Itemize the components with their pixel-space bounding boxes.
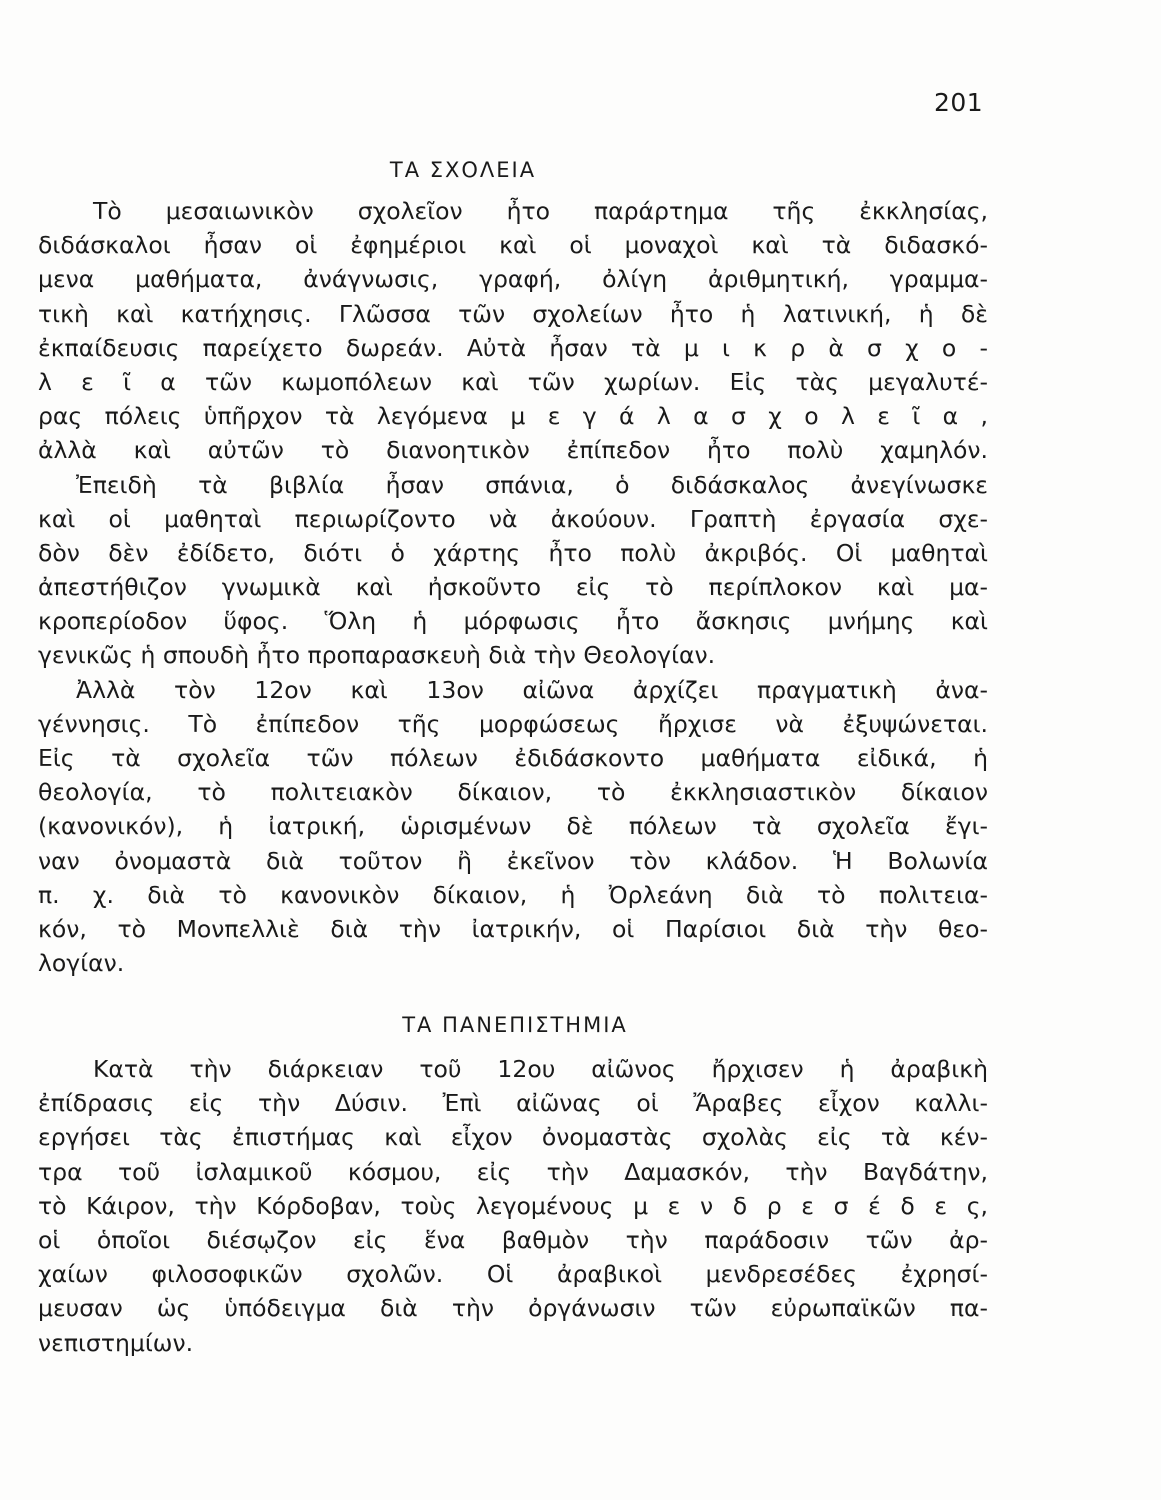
text-line: θεολογία, τὸ πολιτειακὸν δίκαιον, τὸ ἐκκλησιαστικὸν δίκαιον xyxy=(38,778,988,807)
text-line: γέννησις. Τὸ ἐπίπεδον τῆς μορφώσεως ἤρχισε νὰ ἐξυψώνεται. xyxy=(38,709,988,738)
section-body-schools xyxy=(38,194,988,980)
text-line: κόν, τὸ Μονπελλιὲ διὰ τὴν ἰατρικήν, οἱ Παρίσιοι διὰ τὴν θεο- xyxy=(38,914,988,943)
text-line: γενικῶς ἡ σπουδὴ ἦτο προπαρασκευὴ διὰ τὴν Θεολογίαν. xyxy=(38,641,716,670)
section-body-universities xyxy=(38,1052,988,1360)
text-line: ἀλλὰ καὶ αὐτῶν τὸ διανοητικὸν ἐπίπεδον ἦτο πολὺ χαμηλόν. xyxy=(38,436,988,465)
text-line: χαίων φιλοσοφικῶν σχολῶν. Οἱ ἀραβικοὶ μενδρεσέδες ἐχρησί- xyxy=(38,1260,988,1289)
text-line: ἐκπαίδευσις παρείχετο δωρεάν. Αὐτὰ ἦσαν τὰ μ ι κ ρ ὰ σ χ ο - xyxy=(38,333,988,362)
page-number: 201 xyxy=(934,88,984,117)
text-line: τὸ Κάιρον, τὴν Κόρδοβαν, τοὺς λεγομένους μ ε ν δ ρ ε σ έ δ ε ς, xyxy=(38,1191,988,1220)
section-title-schools: ΤΑ ΣΧΟΛΕΙΑ xyxy=(389,158,537,182)
text-line: καὶ οἱ μαθηταὶ περιωρίζοντο νὰ ἀκούουν. Γραπτὴ ἐργασία σχε- xyxy=(38,504,988,533)
text-line: (κανονικόν), ἡ ἰατρική, ὡρισμένων δὲ πόλεων τὰ σχολεῖα ἔγι- xyxy=(38,812,988,841)
text-line: Τὸ μεσαιωνικὸν σχολεῖον ἦτο παράρτημα τῆς ἐκκλησίας, xyxy=(93,197,988,225)
text-line: δὸν δὲν ἐδίδετο, διότι ὁ χάρτης ἦτο πολὺ ἀκριβός. Οἱ μαθηταὶ xyxy=(38,538,988,567)
text-line: τρα τοῦ ἰσλαμικοῦ κόσμου, εἰς τὴν Δαμασκόν, τὴν Βαγδάτην, xyxy=(38,1157,988,1186)
text-line: π. χ. διὰ τὸ κανονικὸν δίκαιον, ἡ Ὀρλεάνη διὰ τὸ πολιτεια- xyxy=(38,880,988,909)
text-line: ρας πόλεις ὑπῆρχον τὰ λεγόμενα μ ε γ ά λ α σ χ ο λ ε ῖ α , xyxy=(38,402,988,431)
text-line: μευσαν ὡς ὑπόδειγμα διὰ τὴν ὀργάνωσιν τῶν εὐρωπαϊκῶν πα- xyxy=(38,1294,988,1323)
text-line: νεπιστημίων. xyxy=(38,1328,194,1357)
text-line: εργήσει τὰς ἐπιστήμας καὶ εἶχον ὀνομαστὰς σχολὰς εἰς τὰ κέν- xyxy=(38,1123,988,1152)
text-line: λογίαν. xyxy=(38,949,125,978)
text-line: διδάσκαλοι ἦσαν οἱ ἐφημέριοι καὶ οἱ μοναχοὶ καὶ τὰ διδασκό- xyxy=(38,231,988,260)
text-line: οἱ ὁποῖοι διέσῳζον εἰς ἕνα βαθμὸν τὴν παράδοσιν τῶν ἀρ- xyxy=(38,1225,988,1254)
section-title-universities: ΤΑ ΠΑΝΕΠΙΣΤΗΜΙΑ xyxy=(402,1013,628,1037)
text-line: μενα μαθήματα, ἀνάγνωσις, γραφή, ὀλίγη ἀριθμητική, γραμμα- xyxy=(38,265,988,294)
text-line: Ἐπειδὴ τὰ βιβλία ἦσαν σπάνια, ὁ διδάσκαλος ἀνεγίνωσκε xyxy=(76,470,988,499)
text-line: Εἰς τὰ σχολεῖα τῶν πόλεων ἐδιδάσκοντο μαθήματα εἰδικά, ἡ xyxy=(38,744,988,772)
text-line: ἐπίδρασις εἰς τὴν Δύσιν. Ἐπὶ αἰῶνας οἱ Ἄραβες εἶχον καλλι- xyxy=(38,1089,988,1118)
text-line: ἀπεστήθιζον γνωμικὰ καὶ ἠσκοῦντο εἰς τὸ περίπλοκον καὶ μα- xyxy=(38,573,988,602)
text-line: ναν ὀνομαστὰ διὰ τοῦτον ἢ ἐκεῖνον τὸν κλάδον. Ἡ Βολωνία xyxy=(38,846,988,875)
text-line: Κατὰ τὴν διάρκειαν τοῦ 12ου αἰῶνος ἤρχισεν ἡ ἀραβικὴ xyxy=(93,1055,988,1083)
text-line: τικὴ καὶ κατήχησις. Γλῶσσα τῶν σχολείων ἦτο ἡ λατινική, ἡ δὲ xyxy=(38,299,988,328)
text-line: Ἀλλὰ τὸν 12ον καὶ 13ον αἰῶνα ἀρχίζει πραγματικὴ ἀνα- xyxy=(76,675,988,704)
text-line: λ ε ῖ α τῶν κωμοπόλεων καὶ τῶν χωρίων. Εἰς τὰς μεγαλυτέ- xyxy=(38,367,988,396)
text-line: κροπερίοδον ὕφος. Ὅλη ἡ μόρφωσις ἦτο ἄσκησις μνήμης καὶ xyxy=(38,607,988,636)
